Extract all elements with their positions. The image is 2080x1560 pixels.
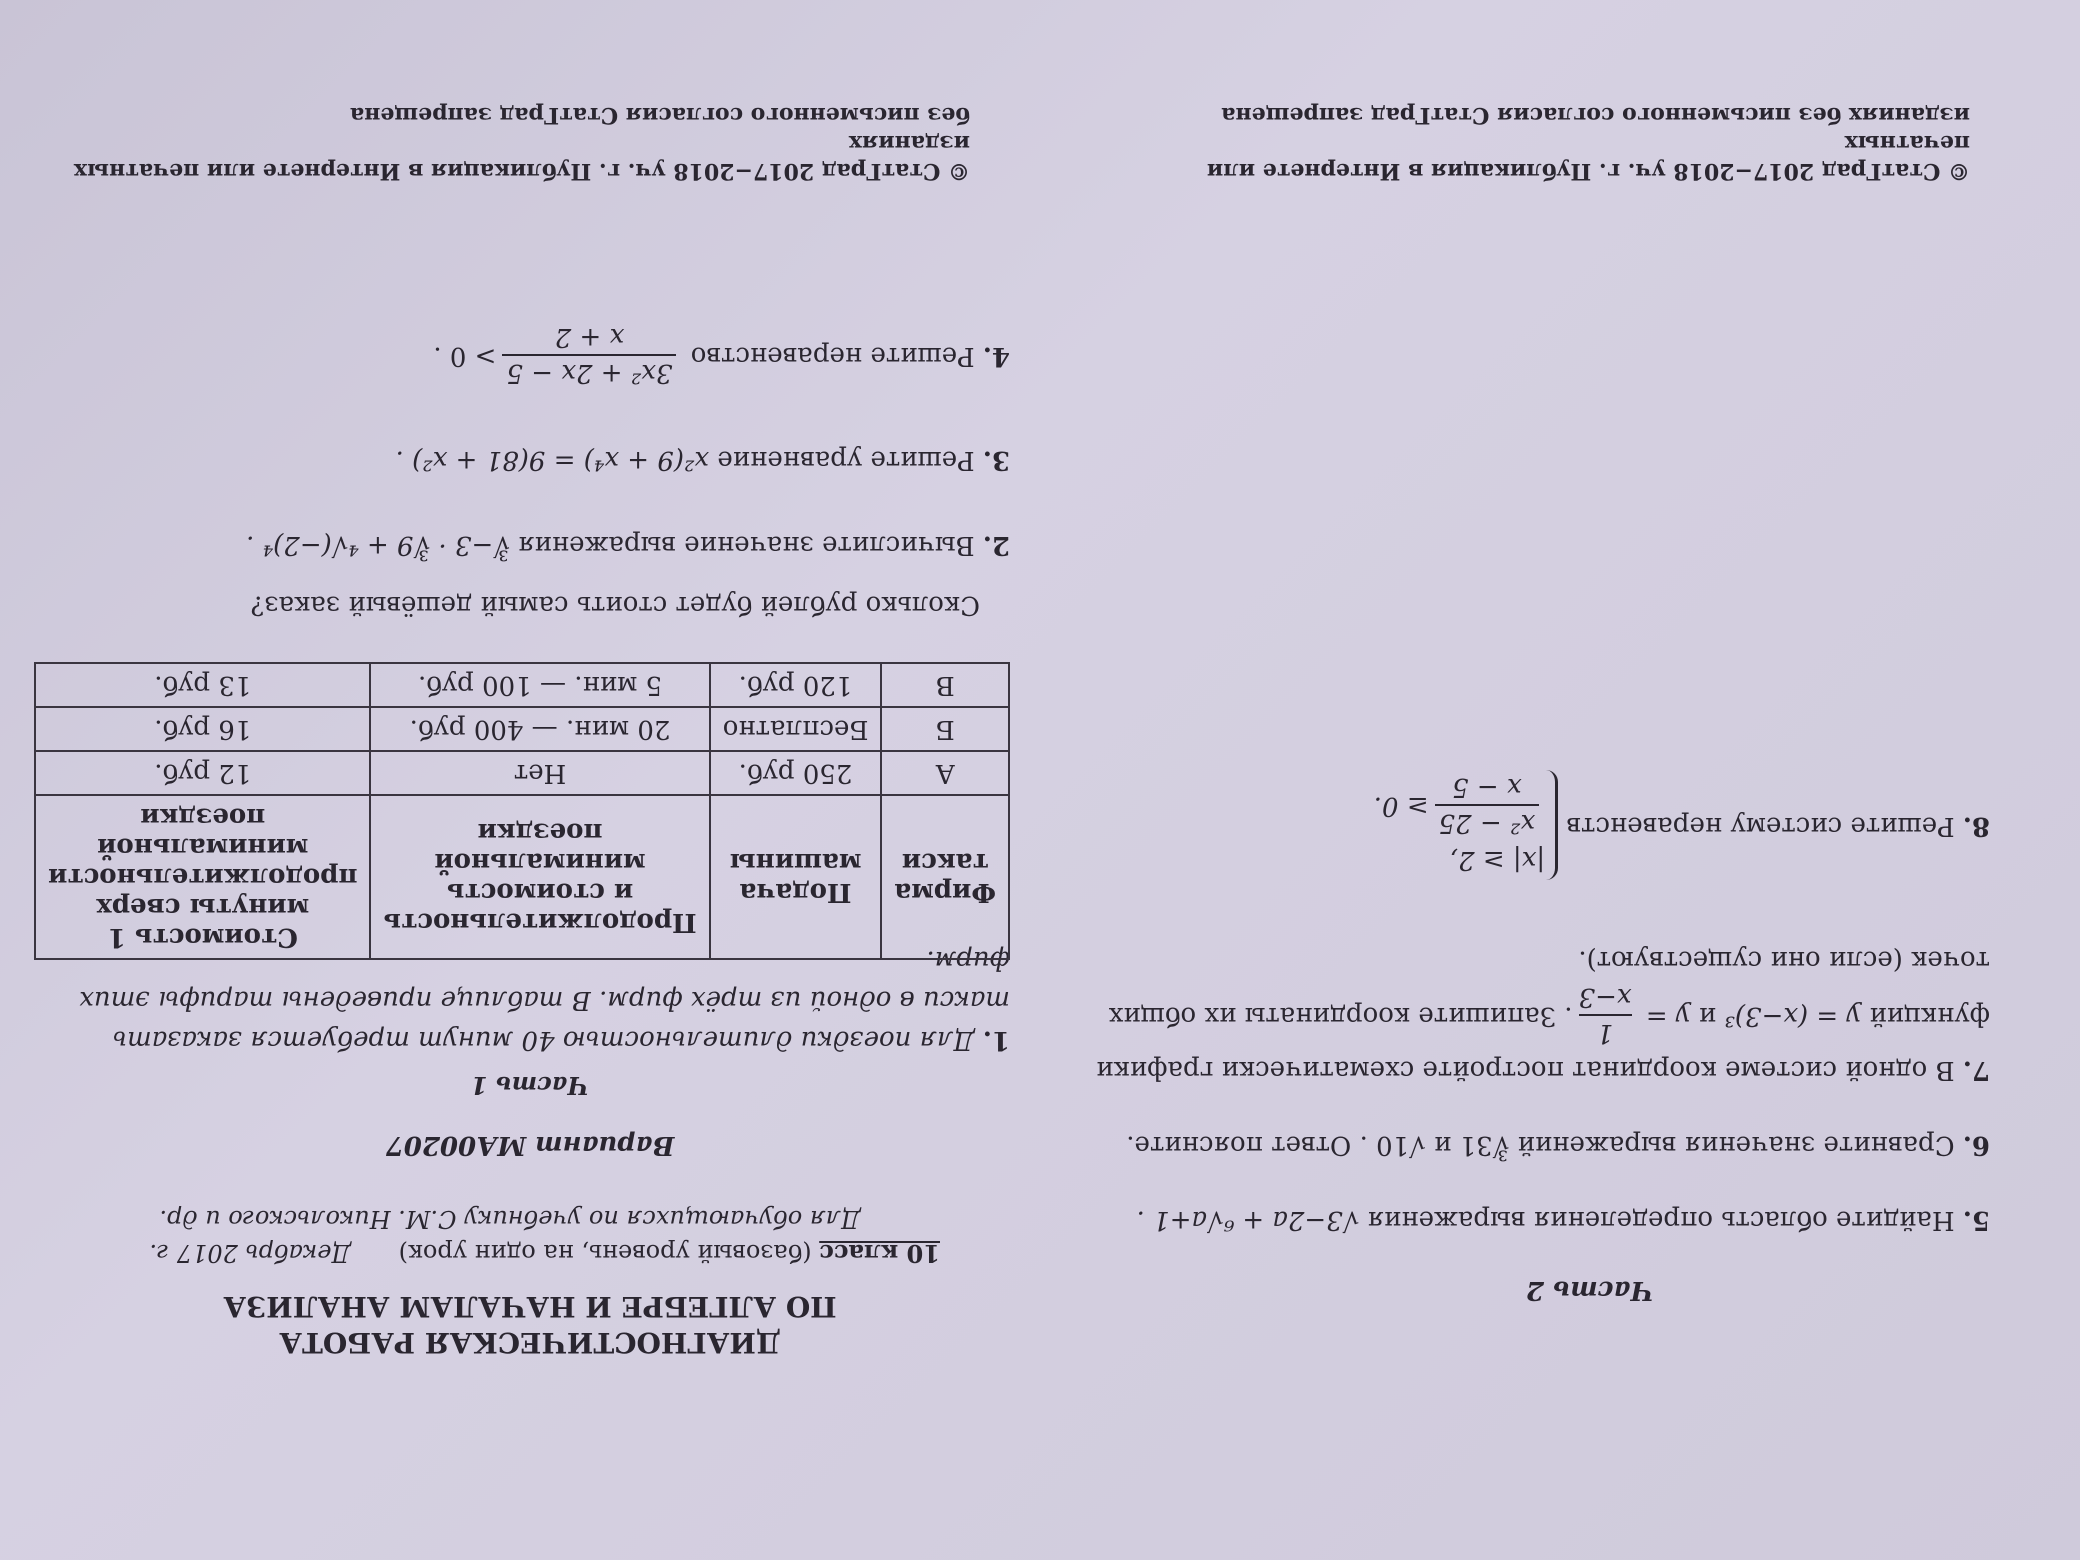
table-cell: Бесплатно — [710, 707, 882, 751]
task-number: 6. — [1962, 1130, 1990, 1160]
fraction-numerator: 1 — [1579, 1014, 1632, 1050]
fraction-numerator: 3x² + 2x − 5 — [502, 354, 676, 390]
task-3 — [50, 440, 1010, 480]
task-expression: ∛31 и √10 . Ответ поясните. — [1126, 1130, 1510, 1160]
task-text: Решите неравенство — [690, 341, 975, 371]
table-cell: А — [881, 751, 1009, 795]
grade: 10 класс — [819, 1239, 940, 1268]
column-header: Фирма такси — [881, 795, 1009, 959]
system-fraction — [1435, 770, 1539, 840]
document-meta — [80, 1202, 940, 1270]
task-number: 3. — [982, 445, 1010, 475]
part-2-title: Часть 2 — [1525, 1275, 1655, 1305]
function-2-lhs: y = — [1645, 1001, 1691, 1031]
table-row — [35, 707, 1009, 751]
column-header: Продолжительность и стоимость минимальной поездки — [370, 795, 709, 959]
left-page — [1040, 0, 2080, 1560]
table-row — [35, 751, 1009, 795]
system-relation: ≥ 0. — [1373, 791, 1429, 821]
conjunction: и — [1698, 1001, 1717, 1031]
copyright-footer-left — [1180, 101, 1970, 185]
task-7 — [1070, 940, 1990, 1090]
task-1-question: Сколько рублей будет стоить самый дешёвый заказ? — [250, 590, 980, 620]
task-expression: ∛−3 · ∛9 + ⁴√(−2)⁴ . — [246, 530, 510, 560]
table-cell: Б — [881, 707, 1009, 751]
task-6 — [1070, 1125, 1990, 1165]
footer-line: © СтатГрад 2017−2018 уч. г. Публикация в Интернете или печатных изданиях — [73, 130, 970, 184]
task-expression: x²(9 + x⁴) = 9(81 + x²) . — [395, 445, 710, 475]
task-number: 7. — [1962, 1055, 1990, 1085]
fraction-numerator: x² − 25 — [1435, 804, 1539, 840]
table-cell: 16 руб. — [35, 707, 370, 751]
footer-line: без письменного согласия СтатГрад запрещена — [350, 102, 970, 128]
task-text: Найдите область определения выражения — [1367, 1205, 1955, 1235]
table-cell: 12 руб. — [35, 751, 370, 795]
table-cell: Нет — [370, 751, 709, 795]
function-2-fraction — [1579, 980, 1632, 1050]
audience: Для обучающихся по учебнику С.М. Никольского и др. — [159, 1205, 861, 1233]
function-1: y = (x−3)³ — [1724, 1001, 1862, 1031]
table-cell: 5 мин. — 100 руб. — [370, 663, 709, 707]
table-cell: В — [881, 663, 1009, 707]
inequality-fraction — [502, 320, 676, 390]
task-expression: √3−2a + ⁶√a+1 . — [1136, 1205, 1360, 1235]
footer-line: © СтатГрад 2017−2018 уч. г. Публикация в Интернете или печатных — [1206, 130, 1970, 184]
task-number: 5. — [1962, 1205, 1990, 1235]
inequality-relation: > 0 . — [433, 341, 497, 371]
task-text: В одной системе координат постройте схематически графики функций — [1096, 1001, 1990, 1085]
title-line-2: ПО АЛГЕБРЕ И НАЧАЛАМ АНАЛИЗА — [223, 1290, 837, 1323]
column-header: Стоимость 1 минуты сверх продолжительности минимальной поездки — [35, 795, 370, 959]
table-header-row — [35, 795, 1009, 959]
table-cell: 250 руб. — [710, 751, 882, 795]
task-text-2: . Запишите координаты их общих точек (если они существуют). — [1108, 945, 1990, 1031]
task-text: Решите уравнение — [717, 445, 975, 475]
fraction-denominator: x + 2 — [554, 322, 625, 352]
column-header: Подача машины — [710, 795, 882, 959]
table-cell: 20 мин. — 400 руб. — [370, 707, 709, 751]
task-text: Для поездки длительностью 40 минут требуется заказать такси в одной из трёх фирм. В таблице приведены тарифы этих фирм. — [79, 945, 1010, 1055]
table-cell: 13 руб. — [35, 663, 370, 707]
title-line-1: ДИАГНОСТИЧЕСКАЯ РАБОТА — [279, 1326, 781, 1359]
task-text: Вычислите значение выражения — [518, 530, 975, 560]
table-cell: 120 руб. — [710, 663, 882, 707]
task-5 — [1070, 1200, 1990, 1240]
tariff-table — [34, 662, 1010, 960]
inequality-system — [1374, 770, 1558, 880]
fraction-denominator: x − 5 — [1452, 772, 1522, 802]
document-title — [80, 1288, 980, 1360]
footer-line: изданиях без письменного согласия СтатГрад запрещена — [1221, 102, 1970, 128]
task-text: Сравните значения выражений — [1517, 1130, 1955, 1160]
task-text: Решите систему неравенств — [1566, 811, 1955, 841]
table-row — [35, 663, 1009, 707]
task-4 — [50, 320, 1010, 390]
task-2 — [50, 525, 1010, 565]
date: Декабрь 2017 г. — [149, 1239, 351, 1267]
level: (базовый уровень, на один урок) — [398, 1239, 812, 1267]
task-number: 2. — [982, 530, 1010, 560]
variant-label: Вариант МА00207 — [385, 1130, 675, 1160]
task-number: 1. — [982, 1025, 1010, 1055]
task-8 — [1070, 770, 1990, 880]
task-number: 4. — [982, 341, 1010, 371]
system-line-1: |x| ≥ 2, — [1449, 845, 1546, 875]
fraction-denominator: x−3 — [1578, 982, 1632, 1012]
part-1-title: Часть 1 — [470, 1071, 590, 1100]
task-number: 8. — [1962, 811, 1990, 841]
copyright-footer-right — [70, 101, 970, 185]
